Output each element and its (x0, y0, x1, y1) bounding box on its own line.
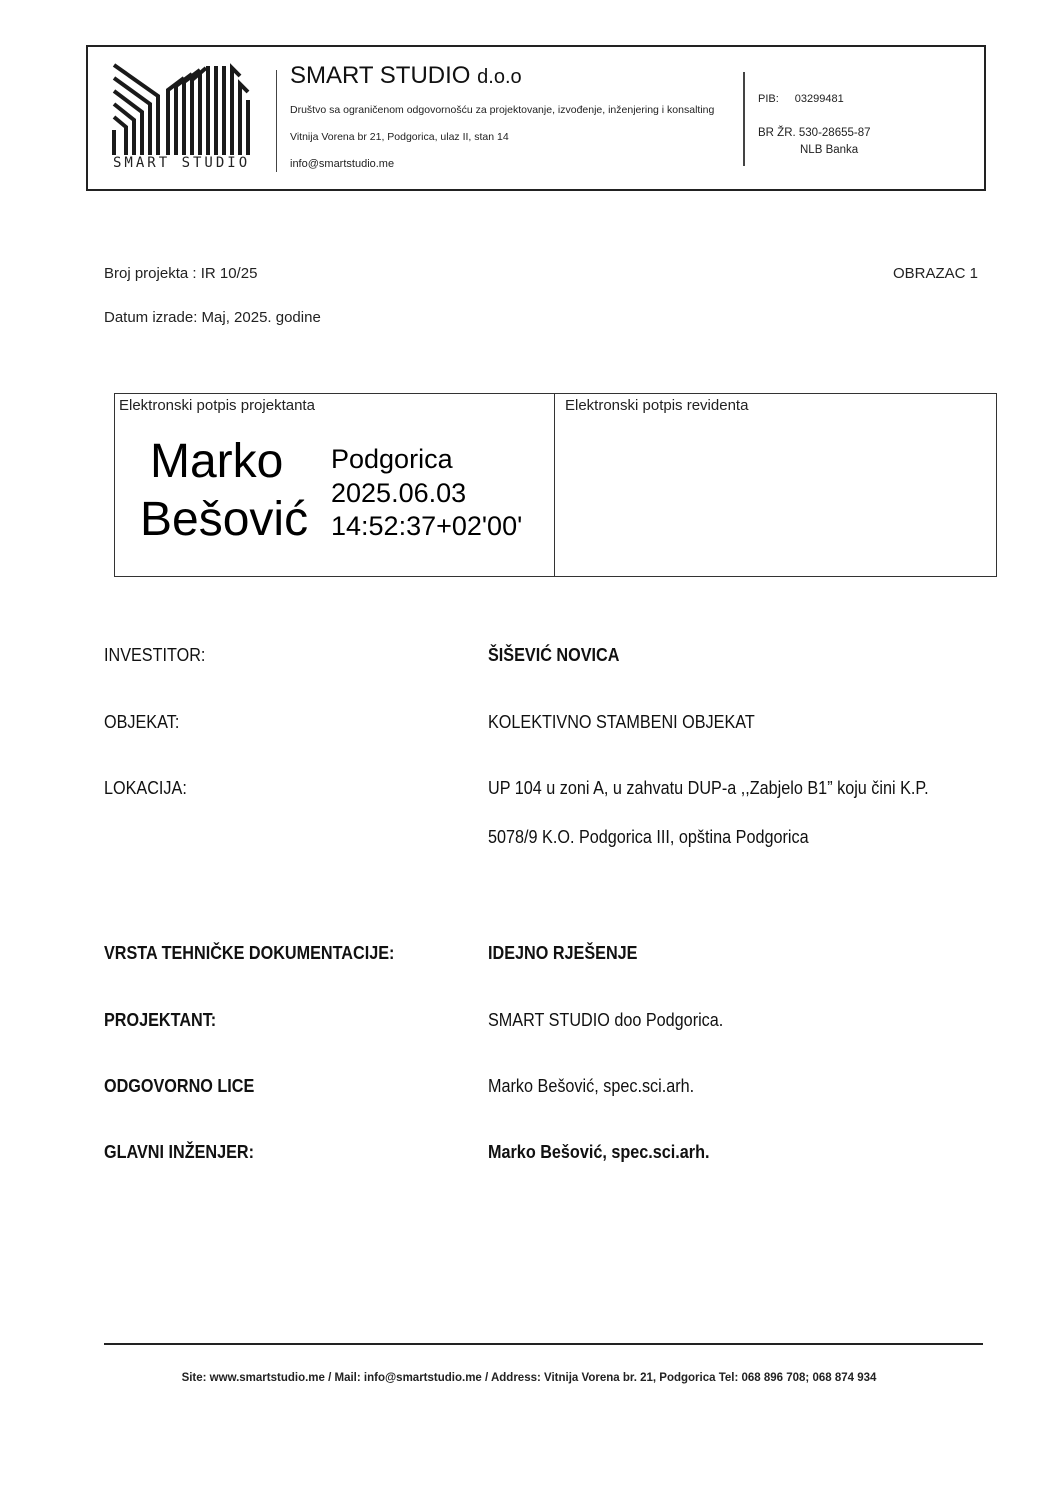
form-number: OBRAZAC 1 (893, 265, 979, 282)
responsible-person-value: Marko Bešović, spec.sci.arh. (488, 1076, 695, 1096)
reviewer-signature-label: Elektronski potpis revidenta (565, 397, 749, 414)
company-name-text: SMART STUDIO (290, 62, 471, 89)
responsible-person-label: ODGOVORNO LICE (104, 1076, 255, 1096)
doc-type-value: IDEJNO RJEŠENJE (488, 943, 638, 963)
pib-value: 03299481 (794, 93, 844, 105)
signature-city: Podgorica (331, 444, 453, 474)
company-description: Društvo sa ograničenom odgovornošću za projektovanje, izvođenje, inženjering i konsalting (290, 104, 715, 116)
signature-table-divider (554, 393, 555, 577)
doc-type-label: VRSTA TEHNIČKE DOKUMENTACIJE: (104, 943, 395, 963)
chief-engineer-value: Marko Bešović, spec.sci.arh. (488, 1142, 710, 1162)
logo-graphic (106, 60, 266, 155)
company-address: Vitnija Vorena br 21, Podgorica, ulaz II, stan 14 (290, 131, 509, 143)
signature-first-name: Marko (150, 435, 284, 488)
company-email: info@smartstudio.me (290, 158, 395, 170)
company-name (290, 62, 522, 90)
designer-label: PROJEKTANT: (104, 1010, 217, 1030)
investor-value: ŠIŠEVIĆ NOVICA (488, 645, 620, 665)
logo-text: SMART STUDIO (113, 155, 251, 171)
investor-label: INVESTITOR: (104, 645, 206, 665)
pib (758, 93, 844, 105)
location-label: LOKACIJA: (104, 778, 187, 798)
creation-date: Datum izrade: Maj, 2025. godine (104, 309, 321, 326)
signature-time: 14:52:37+02'00' (331, 511, 523, 541)
signature-date: 2025.06.03 (331, 478, 467, 508)
object-label: OBJEKAT: (104, 712, 180, 732)
bank-account: BR ŽR. 530-28655-87 (758, 127, 871, 139)
bank-name: NLB Banka (800, 144, 859, 156)
footer-divider (104, 1343, 983, 1345)
pib-label: PIB: (758, 93, 779, 105)
header-divider (276, 70, 277, 172)
project-number: Broj projekta : IR 10/25 (104, 265, 258, 282)
chief-engineer-label: GLAVNI INŽENJER: (104, 1142, 255, 1162)
designer-value: SMART STUDIO doo Podgorica. (488, 1010, 724, 1030)
location-line-2: 5078/9 K.O. Podgorica III, opština Podgorica (488, 827, 809, 847)
designer-signature-label: Elektronski potpis projektanta (119, 397, 315, 414)
signature-last-name: Bešović (140, 493, 309, 546)
footer-contact: Site: www.smartstudio.me / Mail: info@smartstudio.me / Address: Vitnija Vorena br. 21, Podgorica Tel: 068 896 708; 068 874 934 (181, 1372, 877, 1384)
object-value: KOLEKTIVNO STAMBENI OBJEKAT (488, 712, 755, 732)
location-line-1: UP 104 u zoni A, u zahvatu DUP-a ,,Zabjelo B1” koju čini K.P. (488, 778, 929, 798)
header-divider-right (743, 72, 745, 166)
company-suffix: d.o.o (477, 66, 522, 88)
